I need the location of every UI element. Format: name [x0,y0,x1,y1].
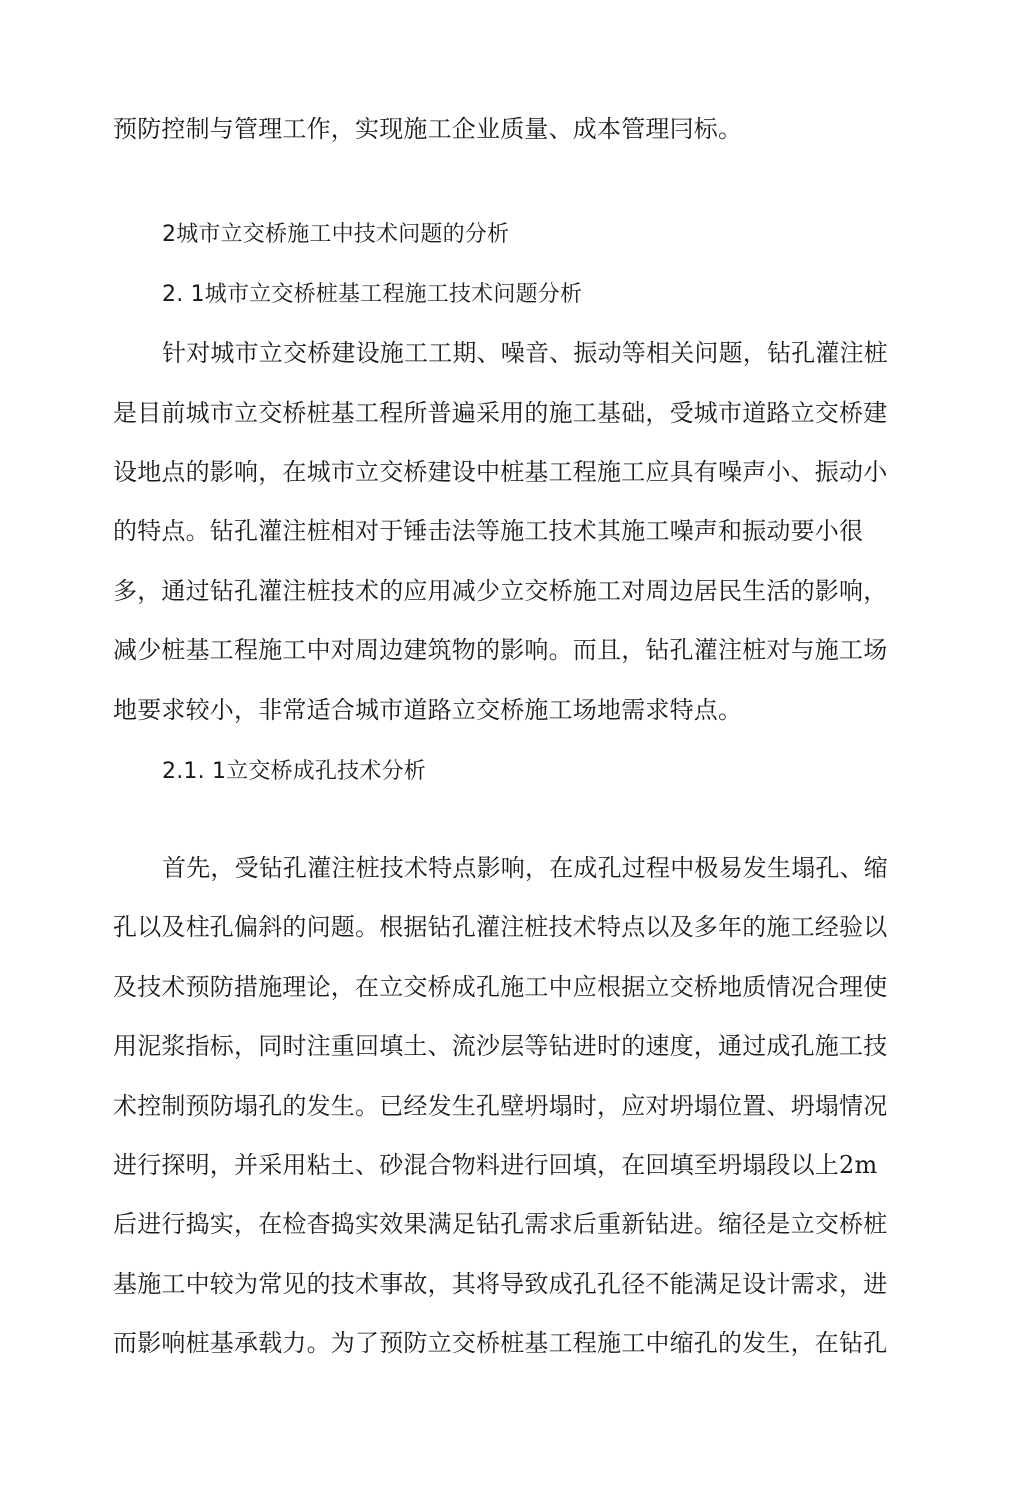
section-2-1-title: 2. 1城市立交桥桩基工程施工技术问题分析 [162,282,583,307]
paragraph-1-line: 减少桩基工程施工中对周边建筑物的影响。而且，钻孔灌注桩对与施工场 [113,636,888,664]
paragraph-2-line: 用泥浆指标，同时注重回填土、流沙层等钻进时的速度，通过成孔施工技 [113,1032,888,1060]
paragraph-2-line: 术控制预防塌孔的发生。已经发生孔壁坍塌时，应对坍塌位置、坍塌情况 [113,1092,888,1120]
paragraph-1-line: 地要求较小，非常适合城市道路立交桥施工场地需求特点。 [113,696,743,724]
paragraph-2-line: 后进行捣实，在检杳捣实效果满足钻孔需求后重新钻进。缩径是立交桥桩 [113,1210,888,1238]
section-2-title: 2城市立交桥施工中技术问题的分析 [162,222,510,247]
intro-line: 预防控制与管理工作，实现施工企业质量、成本管理冃标。 [113,115,743,143]
paragraph-2-line: 基施工中较为常见的技术事故，其将导致成孔孔径不能满足设计需求，进 [113,1270,888,1298]
paragraph-1-line: 多，通过钻孔灌注桩技术的应用减少立交桥施工对周边居民生活的影响， [113,577,888,605]
paragraph-2-line: 孔以及柱孔偏斜的问题。根据钻孔灌注桩技术特点以及多年的施工经验以 [113,913,888,941]
paragraph-1-line: 设地点的影响，在城市立交桥建设中桩基工程施工应具有噪声小、振动小 [113,458,888,486]
paragraph-1-line: 的特点。钻孔灌注桩相对于锤击法等施工技术其施工噪声和振动要小很 [113,517,864,545]
paragraph-2-line: 及技术预防措施理论，在立交桥成孔施工中应根据立交桥地质情况合理使 [113,973,888,1001]
section-2-1-1-title: 2.1. 1立交桥成孔技术分析 [162,759,426,784]
paragraph-2-line: 进行探明，并采用粘土、砂混合物料进行回填，在回填至坍塌段以上2m [113,1151,878,1179]
paragraph-1-line: 是目前城市立交桥桩基工程所普遍采用的施工基础，受城市道路立交桥建 [113,399,888,427]
paragraph-2-line: 而影响桩基承载力。为了预防立交桥桩基工程施工中缩孔的发生，在钻孔 [113,1329,888,1357]
paragraph-2-line: 首先，受钻孔灌注桩技术特点影响，在成孔过程中极易发生塌孔、缩 [162,854,888,882]
paragraph-1-line: 针对城市立交桥建设施工工期、噪音、振动等相关问题，钻孔灌注桩 [162,339,888,367]
